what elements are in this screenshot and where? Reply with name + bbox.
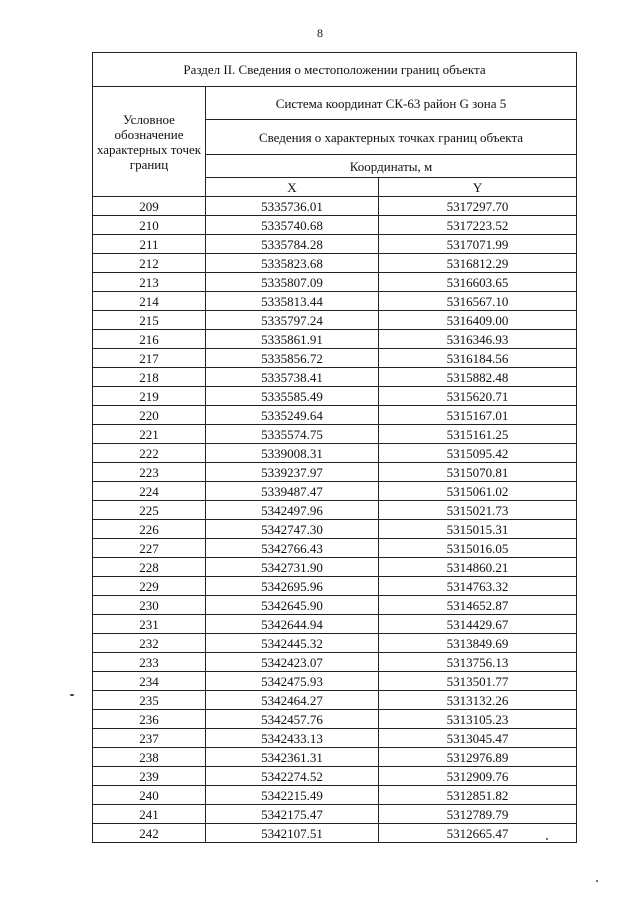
table-row bbox=[93, 444, 577, 463]
table-row bbox=[93, 311, 577, 330]
point-label-cell: 229 bbox=[93, 577, 206, 596]
point-x-cell: 5342475.93 bbox=[206, 672, 379, 691]
table-row bbox=[93, 197, 577, 216]
point-x-cell: 5342433.13 bbox=[206, 729, 379, 748]
point-y-cell: 5312665.47 bbox=[379, 824, 577, 843]
table-row bbox=[93, 615, 577, 634]
point-y-cell: 5317223.52 bbox=[379, 216, 577, 235]
point-x-cell: 5335813.44 bbox=[206, 292, 379, 311]
table-row bbox=[93, 634, 577, 653]
point-label-cell: 209 bbox=[93, 197, 206, 216]
point-y-cell: 5316409.00 bbox=[379, 311, 577, 330]
point-label-cell: 222 bbox=[93, 444, 206, 463]
table-row bbox=[93, 216, 577, 235]
point-y-cell: 5313849.69 bbox=[379, 634, 577, 653]
table-row bbox=[93, 805, 577, 824]
table-row bbox=[93, 254, 577, 273]
point-x-cell: 5342274.52 bbox=[206, 767, 379, 786]
point-x-cell: 5335856.72 bbox=[206, 349, 379, 368]
point-label-cell: 226 bbox=[93, 520, 206, 539]
point-y-cell: 5312976.89 bbox=[379, 748, 577, 767]
point-x-cell: 5342464.27 bbox=[206, 691, 379, 710]
point-x-cell: 5342423.07 bbox=[206, 653, 379, 672]
point-label-cell: 217 bbox=[93, 349, 206, 368]
table-row bbox=[93, 710, 577, 729]
table-row bbox=[93, 406, 577, 425]
table-row bbox=[93, 539, 577, 558]
point-y-cell: 5314652.87 bbox=[379, 596, 577, 615]
point-label-cell: 232 bbox=[93, 634, 206, 653]
coordinate-system-title: Система координат СК-63 район G зона 5 bbox=[206, 87, 577, 120]
point-label-cell: 224 bbox=[93, 482, 206, 501]
table-row bbox=[93, 786, 577, 805]
table-row bbox=[93, 577, 577, 596]
point-label-cell: 241 bbox=[93, 805, 206, 824]
table-row bbox=[93, 691, 577, 710]
point-label-cell: 219 bbox=[93, 387, 206, 406]
table-row bbox=[93, 748, 577, 767]
point-x-cell: 5335797.24 bbox=[206, 311, 379, 330]
points-info-title: Сведения о характерных точках границ объекта bbox=[206, 120, 577, 155]
point-label-cell: 235 bbox=[93, 691, 206, 710]
table-row bbox=[93, 387, 577, 406]
scan-speck bbox=[596, 880, 598, 882]
point-y-cell: 5317297.70 bbox=[379, 197, 577, 216]
point-x-cell: 5335807.09 bbox=[206, 273, 379, 292]
table-row bbox=[93, 368, 577, 387]
point-label-cell: 210 bbox=[93, 216, 206, 235]
point-y-cell: 5314860.21 bbox=[379, 558, 577, 577]
table-row bbox=[93, 501, 577, 520]
point-label-cell: 223 bbox=[93, 463, 206, 482]
point-label-cell: 213 bbox=[93, 273, 206, 292]
point-x-cell: 5335738.41 bbox=[206, 368, 379, 387]
point-label-cell: 234 bbox=[93, 672, 206, 691]
point-label-cell: 233 bbox=[93, 653, 206, 672]
point-y-cell: 5316184.56 bbox=[379, 349, 577, 368]
point-x-cell: 5335585.49 bbox=[206, 387, 379, 406]
point-x-cell: 5342695.96 bbox=[206, 577, 379, 596]
point-y-cell: 5315015.31 bbox=[379, 520, 577, 539]
point-y-cell: 5315016.05 bbox=[379, 539, 577, 558]
point-y-cell: 5315620.71 bbox=[379, 387, 577, 406]
table-row bbox=[93, 482, 577, 501]
point-label-cell: 212 bbox=[93, 254, 206, 273]
point-x-cell: 5342731.90 bbox=[206, 558, 379, 577]
point-y-cell: 5313756.13 bbox=[379, 653, 577, 672]
point-y-cell: 5315021.73 bbox=[379, 501, 577, 520]
page-number: 8 bbox=[317, 26, 323, 40]
table-row bbox=[93, 463, 577, 482]
point-label-cell: 215 bbox=[93, 311, 206, 330]
point-label-cell: 225 bbox=[93, 501, 206, 520]
point-x-cell: 5335784.28 bbox=[206, 235, 379, 254]
point-label-header: Условное обозначение характерных точек границ bbox=[93, 87, 206, 197]
table-row bbox=[93, 425, 577, 444]
point-label-cell: 238 bbox=[93, 748, 206, 767]
point-label-cell: 216 bbox=[93, 330, 206, 349]
point-x-cell: 5342175.47 bbox=[206, 805, 379, 824]
point-y-cell: 5312789.79 bbox=[379, 805, 577, 824]
point-label-cell: 218 bbox=[93, 368, 206, 387]
point-label-cell: 227 bbox=[93, 539, 206, 558]
point-x-cell: 5342457.76 bbox=[206, 710, 379, 729]
table-row bbox=[93, 596, 577, 615]
table-body bbox=[93, 197, 577, 843]
point-x-cell: 5339237.97 bbox=[206, 463, 379, 482]
point-label-cell: 228 bbox=[93, 558, 206, 577]
point-label-cell: 240 bbox=[93, 786, 206, 805]
point-label-cell: 221 bbox=[93, 425, 206, 444]
table-row bbox=[93, 653, 577, 672]
table-row bbox=[93, 349, 577, 368]
point-x-cell: 5342766.43 bbox=[206, 539, 379, 558]
table-header bbox=[93, 53, 577, 197]
point-y-cell: 5316603.65 bbox=[379, 273, 577, 292]
point-x-cell: 5342215.49 bbox=[206, 786, 379, 805]
point-label-cell: 236 bbox=[93, 710, 206, 729]
point-y-cell: 5312909.76 bbox=[379, 767, 577, 786]
point-y-cell: 5313105.23 bbox=[379, 710, 577, 729]
table-row bbox=[93, 767, 577, 786]
point-y-cell: 5315882.48 bbox=[379, 368, 577, 387]
point-y-cell: 5312851.82 bbox=[379, 786, 577, 805]
table-row bbox=[93, 520, 577, 539]
table-row bbox=[93, 273, 577, 292]
point-x-cell: 5335574.75 bbox=[206, 425, 379, 444]
table-row bbox=[93, 672, 577, 691]
point-x-cell: 5335249.64 bbox=[206, 406, 379, 425]
x-column-header: X bbox=[206, 178, 379, 197]
point-y-cell: 5316346.93 bbox=[379, 330, 577, 349]
table-row bbox=[93, 235, 577, 254]
point-x-cell: 5335823.68 bbox=[206, 254, 379, 273]
point-y-cell: 5315161.25 bbox=[379, 425, 577, 444]
point-y-cell: 5315061.02 bbox=[379, 482, 577, 501]
table-row bbox=[93, 558, 577, 577]
point-y-cell: 5316812.29 bbox=[379, 254, 577, 273]
point-y-cell: 5315167.01 bbox=[379, 406, 577, 425]
point-y-cell: 5316567.10 bbox=[379, 292, 577, 311]
table-row bbox=[93, 292, 577, 311]
point-x-cell: 5342644.94 bbox=[206, 615, 379, 634]
point-label-cell: 214 bbox=[93, 292, 206, 311]
point-x-cell: 5342361.31 bbox=[206, 748, 379, 767]
point-y-cell: 5317071.99 bbox=[379, 235, 577, 254]
point-y-cell: 5314763.32 bbox=[379, 577, 577, 596]
section-title: Раздел II. Сведения о местоположении границ объекта bbox=[93, 53, 577, 87]
point-y-cell: 5313045.47 bbox=[379, 729, 577, 748]
coordinates-title: Координаты, м bbox=[206, 155, 577, 178]
point-x-cell: 5335740.68 bbox=[206, 216, 379, 235]
boundary-points-table bbox=[92, 52, 577, 843]
point-label-cell: 220 bbox=[93, 406, 206, 425]
point-x-cell: 5342445.32 bbox=[206, 634, 379, 653]
point-label-cell: 239 bbox=[93, 767, 206, 786]
point-label-cell: 230 bbox=[93, 596, 206, 615]
point-y-cell: 5315095.42 bbox=[379, 444, 577, 463]
table-row bbox=[93, 330, 577, 349]
point-x-cell: 5342107.51 bbox=[206, 824, 379, 843]
point-x-cell: 5342747.30 bbox=[206, 520, 379, 539]
scan-speck bbox=[546, 838, 548, 840]
point-y-cell: 5315070.81 bbox=[379, 463, 577, 482]
point-x-cell: 5339487.47 bbox=[206, 482, 379, 501]
point-x-cell: 5342645.90 bbox=[206, 596, 379, 615]
point-y-cell: 5313132.26 bbox=[379, 691, 577, 710]
y-column-header: Y bbox=[379, 178, 577, 197]
point-label-cell: 237 bbox=[93, 729, 206, 748]
scan-speck bbox=[70, 694, 74, 696]
point-label-cell: 242 bbox=[93, 824, 206, 843]
table-row bbox=[93, 729, 577, 748]
point-x-cell: 5342497.96 bbox=[206, 501, 379, 520]
point-x-cell: 5335861.91 bbox=[206, 330, 379, 349]
point-label-cell: 231 bbox=[93, 615, 206, 634]
point-x-cell: 5339008.31 bbox=[206, 444, 379, 463]
point-y-cell: 5313501.77 bbox=[379, 672, 577, 691]
point-label-cell: 211 bbox=[93, 235, 206, 254]
point-x-cell: 5335736.01 bbox=[206, 197, 379, 216]
table-row bbox=[93, 824, 577, 843]
point-y-cell: 5314429.67 bbox=[379, 615, 577, 634]
